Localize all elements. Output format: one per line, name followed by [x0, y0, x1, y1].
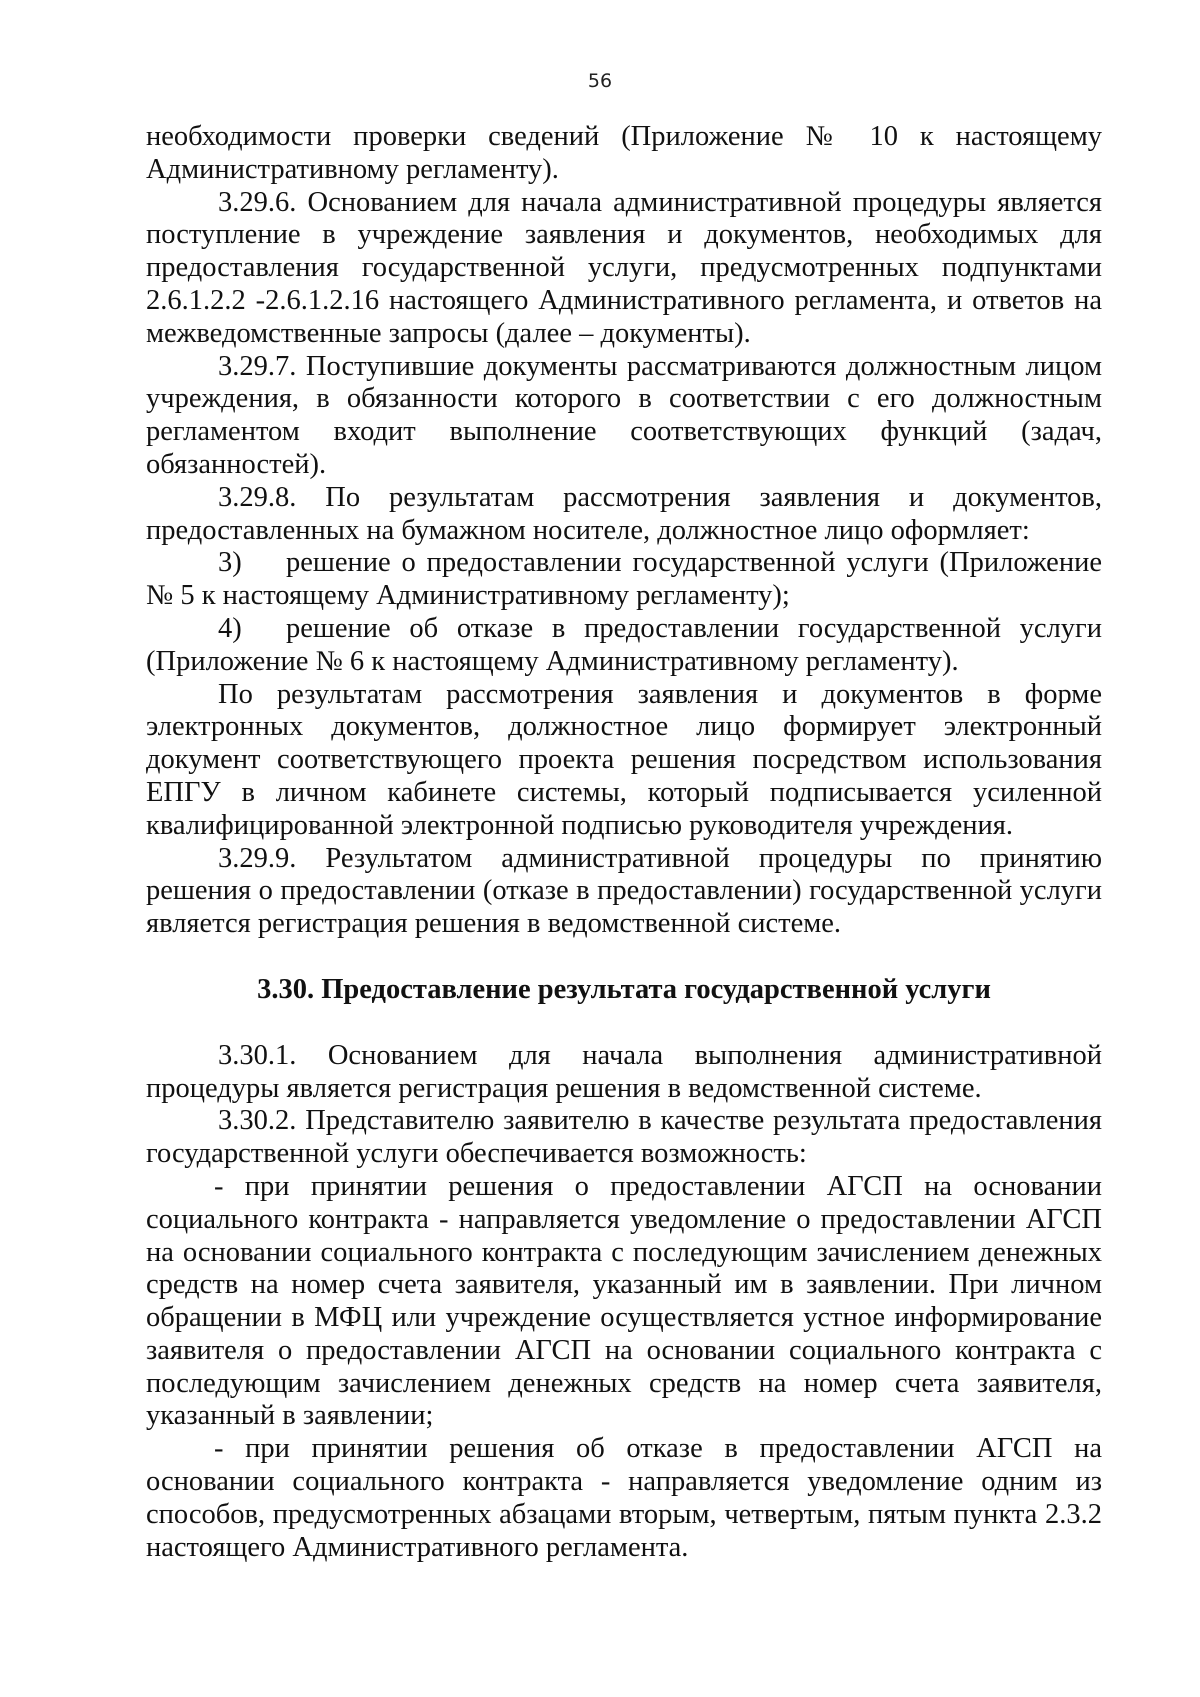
list-number-3: 3)	[218, 547, 242, 579]
list-text-4: решение об отказе в предоставлении государственной услуги (Приложение № 6 к настоящему Административному регламенту).	[146, 612, 1102, 677]
document-body	[146, 121, 1102, 1564]
bullet-refusal-decision: - при принятии решения об отказе в предоставлении АГСП на основании социального контракта - направляется уведомление одним из способов, предусмотренных абзацами вторым, четвертым, пятым пункта 2.3.2 настоящего Административного регламента.	[146, 1433, 1102, 1563]
page-number: 56	[587, 70, 613, 92]
paragraph-3-29-6: 3.29.6. Основанием для начала административной процедуры является поступление в учреждение заявления и документов, необходимых для предоставления государственной услуги, предусмотренных подпунктами 2.6.1.2.2 -2.6.1.2.16 настоящего Административного регламента, и ответов на межведомственные запросы (далее – документы).	[146, 186, 1102, 349]
list-item-3	[146, 547, 1102, 613]
paragraph-3-30-1: 3.30.1. Основанием для начала выполнения административной процедуры является регистрация решения в ведомственной системе.	[146, 1039, 1102, 1104]
paragraph-3-29-9: 3.29.9. Результатом административной процедуры по принятию решения о предоставлении (отказе в предоставлении) государственной услуги является регистрация решения в ведомственной системе.	[146, 842, 1102, 940]
section-heading-3-30: 3.30. Предоставление результата государственной услуги	[257, 973, 991, 1005]
bullet-grant-decision: - при принятии решения о предоставлении АГСП на основании социального контракта - направляется уведомление о предоставлении АГСП на основании социального контракта с последующим зачислением денежных средств на номер счета заявителя, указанный им в заявлении. При личном обращении в МФЦ или учреждение осуществляется устное информирование заявителя о предоставлении АГСП на основании социального контракта с последующим зачислением денежных средств на номер счета заявителя, указанный в заявлении;	[146, 1170, 1102, 1432]
paragraph-continuation: необходимости проверки сведений (Приложение № 10 к настоящему Административному регламенту).	[146, 121, 1102, 185]
paragraph-3-29-8: 3.29.8. По результатам рассмотрения заявления и документов, предоставленных на бумажном носителе, должностное лицо оформляет:	[146, 481, 1102, 546]
paragraph-3-29-7: 3.29.7. Поступившие документы рассматриваются должностным лицом учреждения, в обязанности которого в соответствии с его должностным регламентом входит выполнение соответствующих функций (задач, обязанностей).	[146, 350, 1102, 480]
list-item-4	[146, 613, 1102, 679]
paragraph-electronic-documents: По результатам рассмотрения заявления и документов в форме электронных документов, должностное лицо формирует электронный документ соответствующего проекта решения посредством использования ЕПГУ в личном кабинете системы, который подписывается усиленной квалифицированной электронной подписью руководителя учреждения.	[146, 678, 1102, 841]
list-number-4: 4)	[218, 612, 242, 644]
list-text-3: решение о предоставлении государственной услуги (Приложение № 5 к настоящему Административному регламенту);	[146, 547, 1102, 612]
paragraph-3-30-2: 3.30.2. Представителю заявителю в качестве результата предоставления государственной услуги обеспечивается возможность:	[146, 1105, 1102, 1170]
